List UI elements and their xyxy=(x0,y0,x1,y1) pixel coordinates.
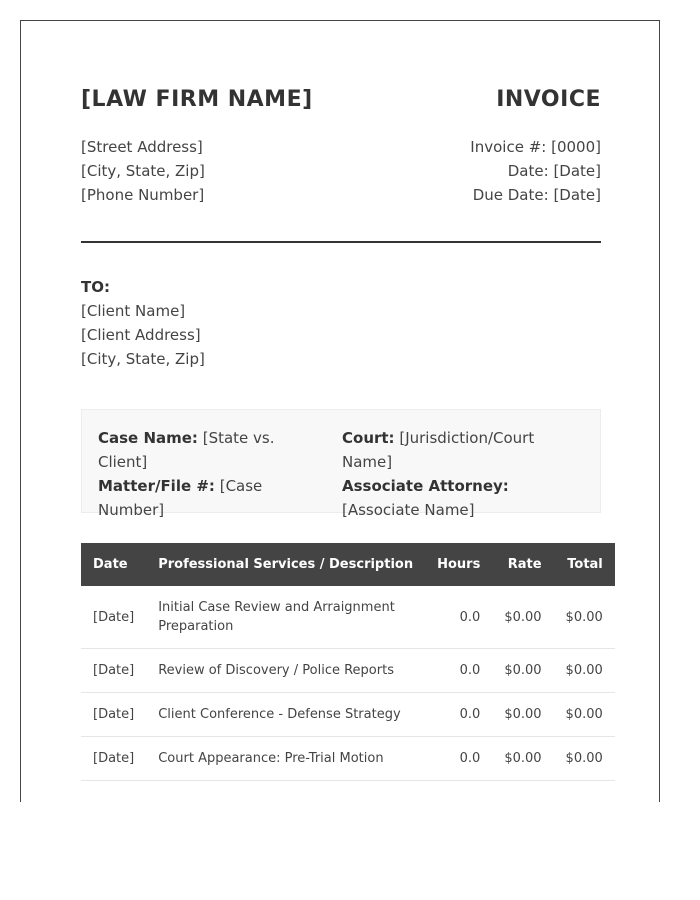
header-row xyxy=(81,543,615,586)
row-description: Court Appearance: Pre-Trial Motion xyxy=(146,737,425,781)
firm-address xyxy=(81,135,205,207)
firm-city-state-zip: [City, State, Zip] xyxy=(81,162,205,180)
firm-name: [LAW FIRM NAME] xyxy=(81,87,313,112)
column-header-description: Professional Services / Description xyxy=(146,543,425,586)
row-rate: $0.00 xyxy=(492,649,553,693)
table-row xyxy=(81,649,615,693)
row-date: [Date] xyxy=(81,649,146,693)
header-divider xyxy=(81,241,601,243)
invoice-date-value: [Date] xyxy=(553,162,601,180)
invoice-due-date xyxy=(470,183,601,207)
row-description: Client Conference - Defense Strategy xyxy=(146,693,425,737)
row-total: $0.00 xyxy=(554,649,615,693)
row-total: $0.00 xyxy=(554,737,615,781)
invoice-number xyxy=(470,135,601,159)
invoice-number-value: [0000] xyxy=(551,138,601,156)
row-rate: $0.00 xyxy=(492,586,553,649)
firm-street-address: [Street Address] xyxy=(81,138,203,156)
row-rate: $0.00 xyxy=(492,737,553,781)
recipient-block xyxy=(81,275,205,371)
associate-attorney-value: [Associate Name] xyxy=(342,501,475,519)
client-city-state-zip: [City, State, Zip] xyxy=(81,350,205,368)
firm-phone-number: [Phone Number] xyxy=(81,186,205,204)
services-table-body xyxy=(81,586,615,781)
row-hours: 0.0 xyxy=(425,586,492,649)
row-hours: 0.0 xyxy=(425,693,492,737)
row-date: [Date] xyxy=(81,737,146,781)
row-description: Review of Discovery / Police Reports xyxy=(146,649,425,693)
case-info-box xyxy=(81,409,601,519)
row-rate: $0.00 xyxy=(492,693,553,737)
invoice-due-date-label: Due Date: xyxy=(472,186,549,204)
row-date: [Date] xyxy=(81,586,146,649)
matter-number-value: [Case Number] xyxy=(98,477,263,519)
client-address: [Client Address] xyxy=(81,326,201,344)
invoice-page xyxy=(20,20,660,802)
matter-number-label: Matter/File #: xyxy=(98,477,215,495)
client-name: [Client Name] xyxy=(81,302,186,320)
row-hours: 0.0 xyxy=(425,649,492,693)
row-date: [Date] xyxy=(81,693,146,737)
recipient-label: TO: xyxy=(81,278,110,296)
invoice-date-label: Date: xyxy=(507,162,549,180)
row-description: Initial Case Review and Arraignment Preparation xyxy=(146,586,425,649)
associate-attorney-label: Associate Attorney: xyxy=(342,477,509,495)
matter-number xyxy=(98,474,328,522)
column-header-date: Date xyxy=(81,543,146,586)
case-name-label: Case Name: xyxy=(98,429,198,447)
case-info-left xyxy=(98,426,328,522)
column-header-rate: Rate xyxy=(492,543,553,586)
case-info-right xyxy=(342,426,582,522)
row-hours: 0.0 xyxy=(425,737,492,781)
table-row xyxy=(81,586,615,649)
services-table xyxy=(81,543,615,781)
invoice-title: INVOICE xyxy=(496,87,601,112)
associate-attorney xyxy=(342,474,582,522)
invoice-number-label: Invoice #: xyxy=(470,138,547,156)
column-header-hours: Hours xyxy=(425,543,492,586)
table-row xyxy=(81,737,615,781)
case-name xyxy=(98,426,328,474)
case-name-value: [State vs. Client] xyxy=(98,429,275,471)
invoice-date xyxy=(470,159,601,183)
invoice-due-date-value: [Date] xyxy=(553,186,601,204)
services-table-header xyxy=(81,543,615,586)
invoice-header xyxy=(81,87,601,207)
column-header-total: Total xyxy=(554,543,615,586)
court xyxy=(342,426,582,474)
row-total: $0.00 xyxy=(554,586,615,649)
table-row xyxy=(81,693,615,737)
row-total: $0.00 xyxy=(554,693,615,737)
court-label: Court: xyxy=(342,429,395,447)
court-value: [Jurisdiction/Court Name] xyxy=(342,429,535,471)
invoice-meta xyxy=(470,135,601,207)
